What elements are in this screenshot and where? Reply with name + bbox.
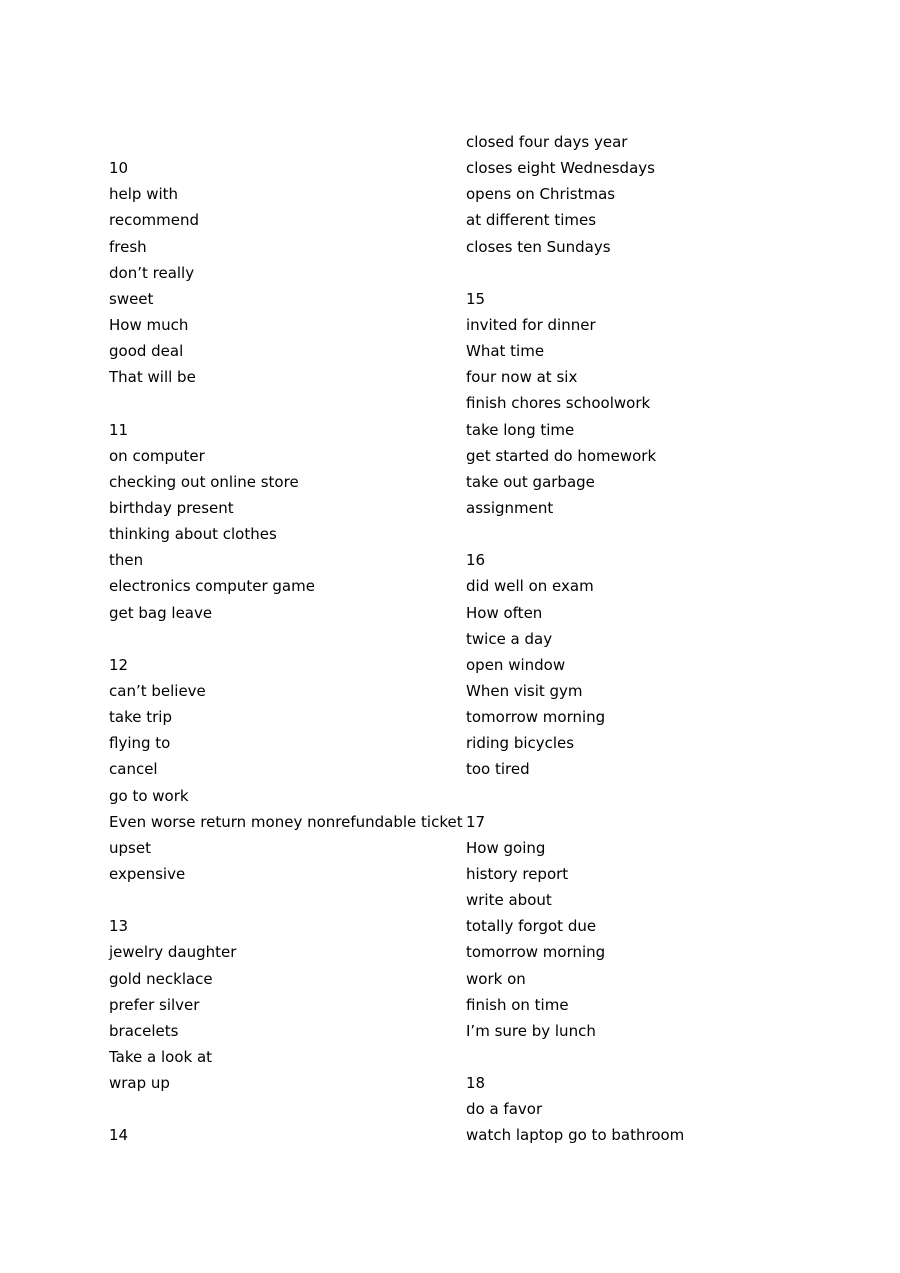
phrase-line: How often: [466, 603, 543, 622]
phrase-line: totally forgot due: [466, 917, 597, 936]
phrase-line: opens on Christmas: [466, 185, 616, 204]
phrase-line: gold necklace: [109, 969, 213, 988]
phrase-line: do a favor: [466, 1100, 543, 1119]
phrase-line: electronics computer game: [109, 577, 315, 596]
phrase-line: write about: [466, 891, 552, 910]
phrase-line: don’t really: [109, 263, 195, 282]
phrase-line: at different times: [466, 211, 597, 230]
left-column: [109, 129, 463, 1148]
phrase-line: closed four days year: [466, 133, 628, 151]
phrase-line: can’t believe: [109, 681, 206, 700]
phrase-line: Even worse return money nonrefundable ticket: [109, 812, 463, 831]
phrase-line: expensive: [109, 864, 186, 883]
phrase-line: prefer silver: [109, 995, 200, 1014]
section-number: 15: [466, 289, 486, 308]
phrase-line: tomorrow morning: [466, 708, 606, 727]
phrase-line: closes ten Sundays: [466, 237, 611, 256]
phrase-line: sweet: [109, 289, 154, 308]
blank-line: [466, 260, 846, 286]
phrase-line: then: [109, 551, 144, 570]
phrase-line: on computer: [109, 446, 205, 465]
blank-line: [109, 129, 449, 155]
phrase-line: good deal: [109, 342, 184, 361]
section-number: 17: [466, 812, 486, 831]
phrase-line: I’m sure by lunch: [466, 1021, 596, 1040]
phrase-line: Take a look at: [109, 1047, 213, 1066]
section-number: 13: [109, 917, 129, 936]
phrase-line: wrap up: [109, 1074, 170, 1093]
phrase-line: invited for dinner: [466, 315, 596, 334]
phrase-line: did well on exam: [466, 577, 594, 596]
blank-line: [109, 887, 449, 913]
phrase-line: take trip: [109, 708, 172, 727]
phrase-line: take out garbage: [466, 472, 595, 491]
blank-line: [109, 626, 449, 652]
section-number: 16: [466, 551, 486, 570]
phrase-line: bracelets: [109, 1021, 179, 1040]
phrase-line: twice a day: [466, 629, 553, 648]
phrase-line: flying to: [109, 734, 171, 753]
section-number: 14: [109, 1126, 129, 1145]
phrase-line: finish on time: [466, 995, 569, 1014]
phrase-line: birthday present: [109, 498, 234, 517]
phrase-line: riding bicycles: [466, 734, 575, 753]
phrase-line: get started do homework: [466, 446, 657, 465]
phrase-line: What time: [466, 342, 545, 361]
phrase-line: history report: [466, 864, 569, 883]
phrase-line: fresh: [109, 237, 147, 256]
phrase-line: too tired: [466, 760, 530, 779]
blank-line: [466, 1044, 846, 1070]
phrase-line: finish chores schoolwork: [466, 394, 651, 413]
section-number: 11: [109, 420, 129, 439]
phrase-line: four now at six: [466, 368, 578, 387]
blank-line: [466, 783, 846, 809]
phrase-line: get bag leave: [109, 603, 213, 622]
phrase-line: take long time: [466, 420, 575, 439]
blank-line: [466, 521, 846, 547]
phrase-line: open window: [466, 655, 566, 674]
phrase-line: help with: [109, 185, 179, 204]
right-column: [466, 129, 846, 1148]
phrase-line: When visit gym: [466, 681, 583, 700]
phrase-line: upset: [109, 838, 151, 857]
phrase-line: recommend: [109, 211, 199, 230]
section-number: 10: [109, 159, 129, 178]
section-number: 18: [466, 1074, 486, 1093]
phrase-line: That will be: [109, 368, 196, 387]
phrase-line: checking out online store: [109, 472, 299, 491]
phrase-line: tomorrow morning: [466, 943, 606, 962]
phrase-line: watch laptop go to bathroom: [466, 1126, 685, 1145]
phrase-line: work on: [466, 969, 526, 988]
blank-line: [109, 390, 449, 416]
section-number: 12: [109, 655, 129, 674]
phrase-line: assignment: [466, 498, 554, 517]
blank-line: [109, 1096, 449, 1122]
phrase-line: go to work: [109, 786, 189, 805]
phrase-line: cancel: [109, 760, 158, 779]
phrase-line: thinking about clothes: [109, 525, 277, 544]
phrase-line: jewelry daughter: [109, 943, 237, 962]
phrase-line: How going: [466, 838, 546, 857]
phrase-line: How much: [109, 315, 189, 334]
phrase-line: closes eight Wednesdays: [466, 159, 655, 178]
